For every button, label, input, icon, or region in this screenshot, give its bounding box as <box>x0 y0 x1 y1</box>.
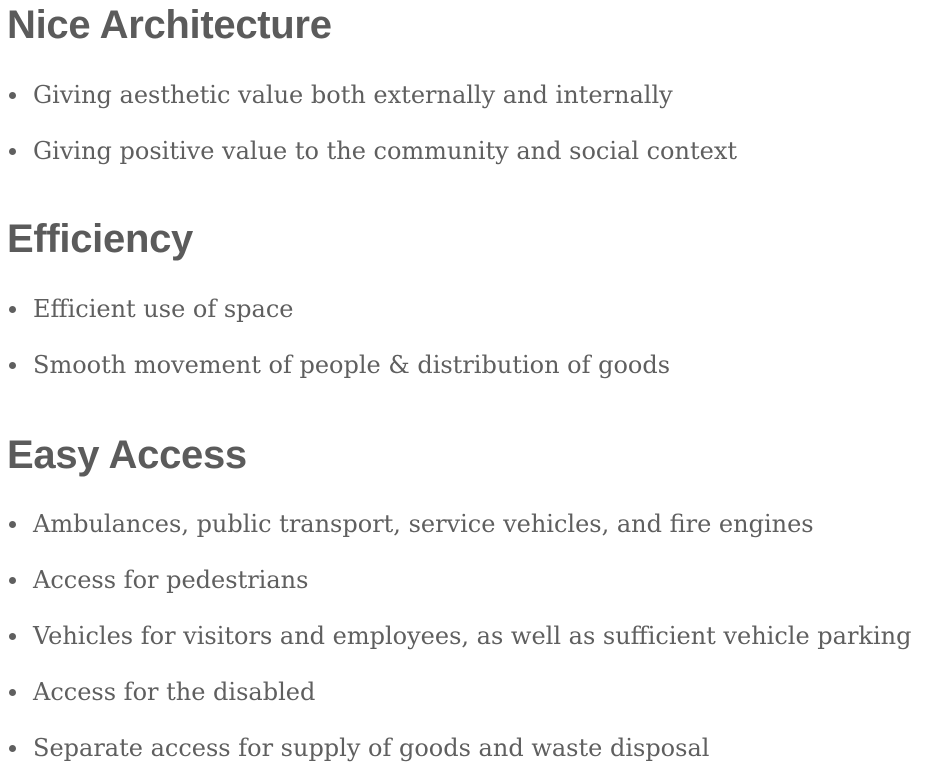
bullet-icon <box>9 148 16 155</box>
list-item <box>7 664 911 720</box>
bullet-icon <box>9 689 16 696</box>
list-item-text: Giving positive value to the community and social context <box>33 137 737 165</box>
list-item <box>7 720 911 776</box>
list-item <box>7 552 911 608</box>
list-item <box>7 337 670 393</box>
list-item-text: Smooth movement of people & distribution of goods <box>33 351 671 379</box>
bullet-icon <box>9 92 16 99</box>
section-easy-access <box>7 432 911 776</box>
bullet-icon <box>9 521 16 528</box>
list-item-text: Access for the disabled <box>33 678 316 706</box>
bullet-icon <box>9 577 16 584</box>
section-heading: Easy Access <box>7 433 247 477</box>
list-item-text: Separate access for supply of goods and waste disposal <box>33 734 710 762</box>
section-nice-architecture <box>7 0 737 179</box>
list-item <box>7 608 911 664</box>
bullet-list <box>7 496 911 776</box>
list-item-text: Vehicles for visitors and employees, as well as sufficient vehicle parking <box>33 622 912 650</box>
list-item-text: Giving aesthetic value both externally and internally <box>33 81 673 109</box>
section-heading: Efficiency <box>7 217 193 261</box>
list-item-text: Access for pedestrians <box>33 566 309 594</box>
bullet-icon <box>9 306 16 313</box>
list-item <box>7 123 737 179</box>
bullet-list <box>7 281 670 393</box>
list-item-text: Efficient use of space <box>33 295 294 323</box>
section-heading: Nice Architecture <box>7 3 332 47</box>
bullet-icon <box>9 633 16 640</box>
bullet-list <box>7 67 737 179</box>
bullet-icon <box>9 745 16 752</box>
section-efficiency <box>7 216 670 393</box>
list-item-text: Ambulances, public transport, service vehicles, and fire engines <box>33 510 814 538</box>
list-item <box>7 67 737 123</box>
list-item <box>7 281 670 337</box>
list-item <box>7 496 911 552</box>
bullet-icon <box>9 362 16 369</box>
